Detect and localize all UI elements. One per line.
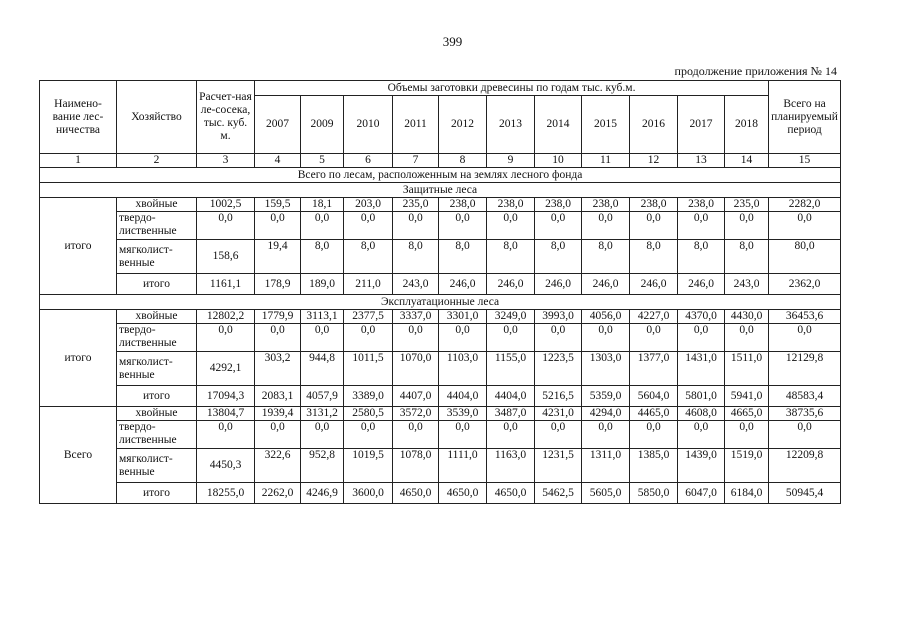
value-cell: 0,0 <box>301 421 344 449</box>
table-row <box>40 310 841 324</box>
value-cell: 1163,0 <box>487 449 535 483</box>
value-cell: 4057,9 <box>301 386 344 407</box>
value-cell: 1078,0 <box>393 449 439 483</box>
value-cell: 4056,0 <box>582 310 630 324</box>
value-cell: 952,8 <box>301 449 344 483</box>
value-cell: 8,0 <box>630 240 678 274</box>
value-cell: 0,0 <box>255 324 301 352</box>
value-cell: 3249,0 <box>487 310 535 324</box>
value-cell: 3301,0 <box>439 310 487 324</box>
value-cell: 303,2 <box>255 352 301 386</box>
value-cell: 18255,0 <box>197 483 255 504</box>
household-type: итого <box>117 483 197 504</box>
value-cell: 189,0 <box>301 274 344 295</box>
value-cell: 4608,0 <box>678 407 725 421</box>
header-household: Хозяйство <box>117 81 197 154</box>
header-year: 2010 <box>344 96 393 154</box>
value-cell: 2282,0 <box>769 198 841 212</box>
value-cell: 8,0 <box>344 240 393 274</box>
value-cell: 178,9 <box>255 274 301 295</box>
value-cell: 2262,0 <box>255 483 301 504</box>
value-cell: 246,0 <box>630 274 678 295</box>
column-number: 13 <box>678 154 725 168</box>
value-cell: 4246,9 <box>301 483 344 504</box>
value-cell: 0,0 <box>197 324 255 352</box>
value-cell: 1155,0 <box>487 352 535 386</box>
value-cell: 5604,0 <box>630 386 678 407</box>
value-cell: 4650,0 <box>393 483 439 504</box>
value-cell: 0,0 <box>255 421 301 449</box>
table-row <box>40 449 841 483</box>
value-cell: 0,0 <box>725 212 769 240</box>
value-cell: 1002,5 <box>197 198 255 212</box>
page-number: 399 <box>442 34 463 49</box>
value-cell: 8,0 <box>535 240 582 274</box>
value-cell: 2083,1 <box>255 386 301 407</box>
value-cell: 158,6 <box>197 240 255 274</box>
value-cell: 0,0 <box>439 421 487 449</box>
table-row <box>40 324 841 352</box>
value-cell: 235,0 <box>725 198 769 212</box>
header-total-period: Всего на планируемый период <box>769 81 841 154</box>
value-cell: 80,0 <box>769 240 841 274</box>
header-year: 2007 <box>255 96 301 154</box>
value-cell: 13804,7 <box>197 407 255 421</box>
value-cell: 8,0 <box>301 240 344 274</box>
header-year: 2015 <box>582 96 630 154</box>
household-type: мягколист-венные <box>117 352 197 386</box>
value-cell: 8,0 <box>725 240 769 274</box>
value-cell: 5462,5 <box>535 483 582 504</box>
value-cell: 1011,5 <box>344 352 393 386</box>
column-number: 10 <box>535 154 582 168</box>
value-cell: 8,0 <box>439 240 487 274</box>
value-cell: 322,6 <box>255 449 301 483</box>
value-cell: 1303,0 <box>582 352 630 386</box>
value-cell: 3337,0 <box>393 310 439 324</box>
value-cell: 1161,1 <box>197 274 255 295</box>
table-body <box>40 168 841 504</box>
group-name: итого <box>40 310 117 407</box>
value-cell: 4665,0 <box>725 407 769 421</box>
table-row <box>40 198 841 212</box>
value-cell: 0,0 <box>678 324 725 352</box>
value-cell: 48583,4 <box>769 386 841 407</box>
table-row <box>40 240 841 274</box>
value-cell: 1431,0 <box>678 352 725 386</box>
value-cell: 0,0 <box>725 324 769 352</box>
header-year: 2018 <box>725 96 769 154</box>
value-cell: 6047,0 <box>678 483 725 504</box>
value-cell: 0,0 <box>344 421 393 449</box>
value-cell: 38735,6 <box>769 407 841 421</box>
header-forestry: Наимено-вание лес-ничества <box>40 81 117 154</box>
value-cell: 159,5 <box>255 198 301 212</box>
value-cell: 238,0 <box>630 198 678 212</box>
column-number: 6 <box>344 154 393 168</box>
household-type: итого <box>117 274 197 295</box>
table-row <box>40 386 841 407</box>
value-cell: 0,0 <box>301 212 344 240</box>
value-cell: 0,0 <box>487 324 535 352</box>
column-numbers-row <box>40 154 841 168</box>
value-cell: 1070,0 <box>393 352 439 386</box>
group-name: Всего <box>40 407 117 504</box>
value-cell: 8,0 <box>487 240 535 274</box>
value-cell: 0,0 <box>769 212 841 240</box>
header-year: 2017 <box>678 96 725 154</box>
household-type: твердо-лиственные <box>117 421 197 449</box>
value-cell: 19,4 <box>255 240 301 274</box>
household-type: итого <box>117 386 197 407</box>
value-cell: 8,0 <box>582 240 630 274</box>
value-cell: 8,0 <box>393 240 439 274</box>
value-cell: 0,0 <box>393 421 439 449</box>
value-cell: 0,0 <box>255 212 301 240</box>
value-cell: 238,0 <box>678 198 725 212</box>
header-cutting-area: Расчет-ная ле-сосека, тыс. куб. м. <box>197 81 255 154</box>
column-number: 8 <box>439 154 487 168</box>
value-cell: 203,0 <box>344 198 393 212</box>
value-cell: 4294,0 <box>582 407 630 421</box>
value-cell: 4465,0 <box>630 407 678 421</box>
value-cell: 0,0 <box>630 421 678 449</box>
value-cell: 246,0 <box>582 274 630 295</box>
value-cell: 1439,0 <box>678 449 725 483</box>
value-cell: 2377,5 <box>344 310 393 324</box>
value-cell: 0,0 <box>630 324 678 352</box>
table-row <box>40 274 841 295</box>
group-name: итого <box>40 198 117 295</box>
value-cell: 0,0 <box>487 421 535 449</box>
forest-harvest-table <box>39 80 841 504</box>
value-cell: 0,0 <box>582 212 630 240</box>
value-cell: 0,0 <box>393 212 439 240</box>
column-number: 1 <box>40 154 117 168</box>
value-cell: 944,8 <box>301 352 344 386</box>
value-cell: 2362,0 <box>769 274 841 295</box>
value-cell: 12209,8 <box>769 449 841 483</box>
column-number: 7 <box>393 154 439 168</box>
column-number: 9 <box>487 154 535 168</box>
column-number: 3 <box>197 154 255 168</box>
household-type: твердо-лиственные <box>117 324 197 352</box>
value-cell: 0,0 <box>197 421 255 449</box>
value-cell: 0,0 <box>582 421 630 449</box>
value-cell: 246,0 <box>487 274 535 295</box>
column-number: 12 <box>630 154 678 168</box>
value-cell: 0,0 <box>630 212 678 240</box>
value-cell: 238,0 <box>439 198 487 212</box>
column-number: 4 <box>255 154 301 168</box>
value-cell: 3993,0 <box>535 310 582 324</box>
value-cell: 1377,0 <box>630 352 678 386</box>
value-cell: 5359,0 <box>582 386 630 407</box>
value-cell: 3572,0 <box>393 407 439 421</box>
value-cell: 5216,5 <box>535 386 582 407</box>
value-cell: 0,0 <box>678 212 725 240</box>
value-cell: 0,0 <box>769 324 841 352</box>
value-cell: 50945,4 <box>769 483 841 504</box>
header-year: 2009 <box>301 96 344 154</box>
value-cell: 8,0 <box>678 240 725 274</box>
value-cell: 1223,5 <box>535 352 582 386</box>
value-cell: 4292,1 <box>197 352 255 386</box>
value-cell: 1019,5 <box>344 449 393 483</box>
value-cell: 3600,0 <box>344 483 393 504</box>
value-cell: 0,0 <box>725 421 769 449</box>
value-cell: 0,0 <box>344 324 393 352</box>
value-cell: 3113,1 <box>301 310 344 324</box>
section-exploitation: Эксплуатационные леса <box>40 295 841 310</box>
value-cell: 0,0 <box>582 324 630 352</box>
value-cell: 0,0 <box>439 324 487 352</box>
column-number: 15 <box>769 154 841 168</box>
value-cell: 238,0 <box>535 198 582 212</box>
value-cell: 246,0 <box>439 274 487 295</box>
value-cell: 4407,0 <box>393 386 439 407</box>
header-year: 2011 <box>393 96 439 154</box>
value-cell: 1311,0 <box>582 449 630 483</box>
value-cell: 0,0 <box>197 212 255 240</box>
value-cell: 243,0 <box>725 274 769 295</box>
continuation-label: продолжение приложения № 14 <box>674 64 837 78</box>
header-year: 2014 <box>535 96 582 154</box>
column-number: 5 <box>301 154 344 168</box>
value-cell: 0,0 <box>535 421 582 449</box>
value-cell: 0,0 <box>678 421 725 449</box>
header-year: 2013 <box>487 96 535 154</box>
value-cell: 12802,2 <box>197 310 255 324</box>
value-cell: 2580,5 <box>344 407 393 421</box>
value-cell: 0,0 <box>769 421 841 449</box>
value-cell: 243,0 <box>393 274 439 295</box>
household-type: мягколист-венные <box>117 449 197 483</box>
value-cell: 3389,0 <box>344 386 393 407</box>
household-type: мягколист-венные <box>117 240 197 274</box>
value-cell: 0,0 <box>535 212 582 240</box>
value-cell: 0,0 <box>439 212 487 240</box>
value-cell: 0,0 <box>487 212 535 240</box>
value-cell: 0,0 <box>344 212 393 240</box>
value-cell: 5941,0 <box>725 386 769 407</box>
value-cell: 6184,0 <box>725 483 769 504</box>
value-cell: 1385,0 <box>630 449 678 483</box>
table-row <box>40 407 841 421</box>
household-type: хвойные <box>117 198 197 212</box>
household-type: хвойные <box>117 407 197 421</box>
value-cell: 1939,4 <box>255 407 301 421</box>
section-all-forests: Всего по лесам, расположенным на землях лесного фонда <box>40 168 841 183</box>
value-cell: 1103,0 <box>439 352 487 386</box>
value-cell: 5850,0 <box>630 483 678 504</box>
value-cell: 12129,8 <box>769 352 841 386</box>
value-cell: 0,0 <box>393 324 439 352</box>
value-cell: 3487,0 <box>487 407 535 421</box>
value-cell: 4404,0 <box>439 386 487 407</box>
value-cell: 4231,0 <box>535 407 582 421</box>
header-year: 2016 <box>630 96 678 154</box>
value-cell: 36453,6 <box>769 310 841 324</box>
value-cell: 4430,0 <box>725 310 769 324</box>
section-protective: Защитные леса <box>40 183 841 198</box>
value-cell: 4404,0 <box>487 386 535 407</box>
value-cell: 4650,0 <box>439 483 487 504</box>
value-cell: 5605,0 <box>582 483 630 504</box>
value-cell: 4227,0 <box>630 310 678 324</box>
value-cell: 238,0 <box>487 198 535 212</box>
value-cell: 3131,2 <box>301 407 344 421</box>
value-cell: 1231,5 <box>535 449 582 483</box>
column-number: 2 <box>117 154 197 168</box>
value-cell: 246,0 <box>678 274 725 295</box>
value-cell: 211,0 <box>344 274 393 295</box>
value-cell: 1779,9 <box>255 310 301 324</box>
household-type: твердо-лиственные <box>117 212 197 240</box>
column-number: 14 <box>725 154 769 168</box>
table-row <box>40 421 841 449</box>
value-cell: 0,0 <box>301 324 344 352</box>
value-cell: 0,0 <box>535 324 582 352</box>
value-cell: 238,0 <box>582 198 630 212</box>
header-volume-group: Объемы заготовки древесины по годам тыс. куб.м. <box>255 81 769 96</box>
value-cell: 235,0 <box>393 198 439 212</box>
value-cell: 3539,0 <box>439 407 487 421</box>
value-cell: 17094,3 <box>197 386 255 407</box>
value-cell: 1511,0 <box>725 352 769 386</box>
value-cell: 18,1 <box>301 198 344 212</box>
value-cell: 5801,0 <box>678 386 725 407</box>
value-cell: 4370,0 <box>678 310 725 324</box>
table-row <box>40 352 841 386</box>
value-cell: 4450,3 <box>197 449 255 483</box>
value-cell: 246,0 <box>535 274 582 295</box>
value-cell: 1519,0 <box>725 449 769 483</box>
value-cell: 4650,0 <box>487 483 535 504</box>
column-number: 11 <box>582 154 630 168</box>
household-type: хвойные <box>117 310 197 324</box>
table-row <box>40 212 841 240</box>
header-year: 2012 <box>439 96 487 154</box>
table-row <box>40 483 841 504</box>
value-cell: 1111,0 <box>439 449 487 483</box>
